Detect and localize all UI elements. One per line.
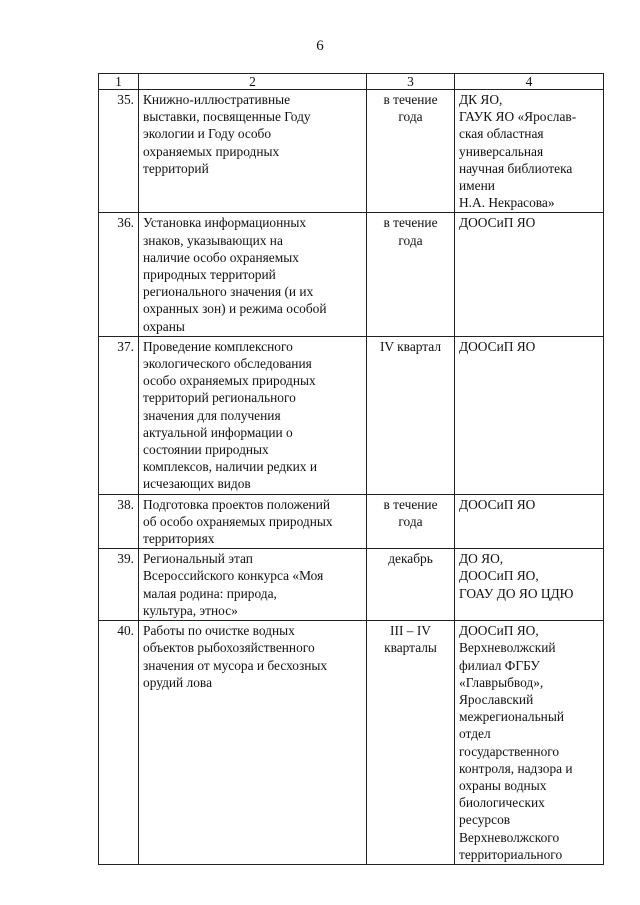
row-term	[367, 621, 455, 865]
row-activity-text: Проведение комплексного экологического обследования особо охраняемых природных территорий регионального значения для получения актуальной информации о состоянии природных комплексов, наличии редких и исчезающих видов	[143, 338, 318, 492]
row-number: 38.	[99, 494, 139, 549]
row-executor	[455, 621, 604, 865]
row-activity	[139, 336, 367, 494]
row-activity-text: Подготовка проектов положений об особо охраняемых природных территориях	[143, 496, 333, 547]
table-row	[99, 549, 604, 621]
row-executor	[455, 213, 604, 336]
row-number: 36.	[99, 213, 139, 336]
row-activity-text: Работы по очистке водных объектов рыбохозяйственного значения от мусора и бесхозных орудий лова	[143, 623, 328, 690]
row-term	[367, 213, 455, 336]
row-executor-text: ДК ЯО, ГАУК ЯО «Ярослав- ская областная универсальная научная библиотека имени Н.А. Некрасова»	[459, 92, 577, 211]
row-term	[367, 90, 455, 213]
row-term-text: декабрь	[388, 551, 433, 567]
row-executor-text: ДООСиП ЯО	[459, 215, 536, 231]
table-header-row	[99, 74, 604, 90]
table-row	[99, 336, 604, 494]
header-cell-number: 1	[99, 74, 139, 90]
row-term-text: III – IV кварталы	[384, 623, 437, 656]
row-term	[367, 494, 455, 549]
row-activity-text: Установка информационных знаков, указывающих на наличие особо охраняемых природных территорий регионального значения (и их охранных зон) и режима особой охраны	[143, 215, 327, 334]
row-activity	[139, 621, 367, 865]
header-cell-activity: 2	[139, 74, 367, 90]
row-activity	[139, 213, 367, 336]
row-executor-text: ДООСиП ЯО	[459, 338, 536, 354]
row-executor-text: ДО ЯО, ДООСиП ЯО, ГОАУ ДО ЯО ЦДЮ	[459, 551, 574, 601]
row-executor	[455, 336, 604, 494]
row-number: 40.	[99, 621, 139, 865]
plan-table	[98, 73, 604, 865]
page-number: 6	[316, 38, 324, 54]
table-row	[99, 213, 604, 336]
row-term-text: в течение года	[383, 215, 438, 248]
row-activity-text: Книжно-иллюстративные выставки, посвященные Году экологии и Году особо охраняемых природных территорий	[143, 92, 311, 176]
row-executor	[455, 494, 604, 549]
row-executor-text: ДООСиП ЯО, Верхневолжский филиал ФГБУ «Главрыбвод», Ярославский межрегиональный отдел государственного контроля, надзора и охраны водных биологических ресурсов Верхневолжского территориального	[459, 623, 573, 862]
table-row	[99, 90, 604, 213]
row-activity	[139, 90, 367, 213]
row-executor	[455, 549, 604, 621]
row-term-text: в течение года	[383, 496, 438, 529]
row-number: 39.	[99, 549, 139, 621]
row-term-text: в течение года	[383, 92, 438, 125]
row-activity-text: Региональный этап Всероссийского конкурса «Моя малая родина: природа, культура, этнос»	[143, 551, 324, 618]
row-executor	[455, 90, 604, 213]
table-row	[99, 494, 604, 549]
row-activity	[139, 494, 367, 549]
row-activity	[139, 549, 367, 621]
table-row	[99, 621, 604, 865]
row-term	[367, 549, 455, 621]
row-term	[367, 336, 455, 494]
header-cell-term: 3	[367, 74, 455, 90]
row-number: 35.	[99, 90, 139, 213]
row-executor-text: ДООСиП ЯО	[459, 496, 536, 512]
row-term-text: IV квартал	[379, 338, 442, 354]
row-number: 37.	[99, 336, 139, 494]
header-cell-executor: 4	[455, 74, 604, 90]
